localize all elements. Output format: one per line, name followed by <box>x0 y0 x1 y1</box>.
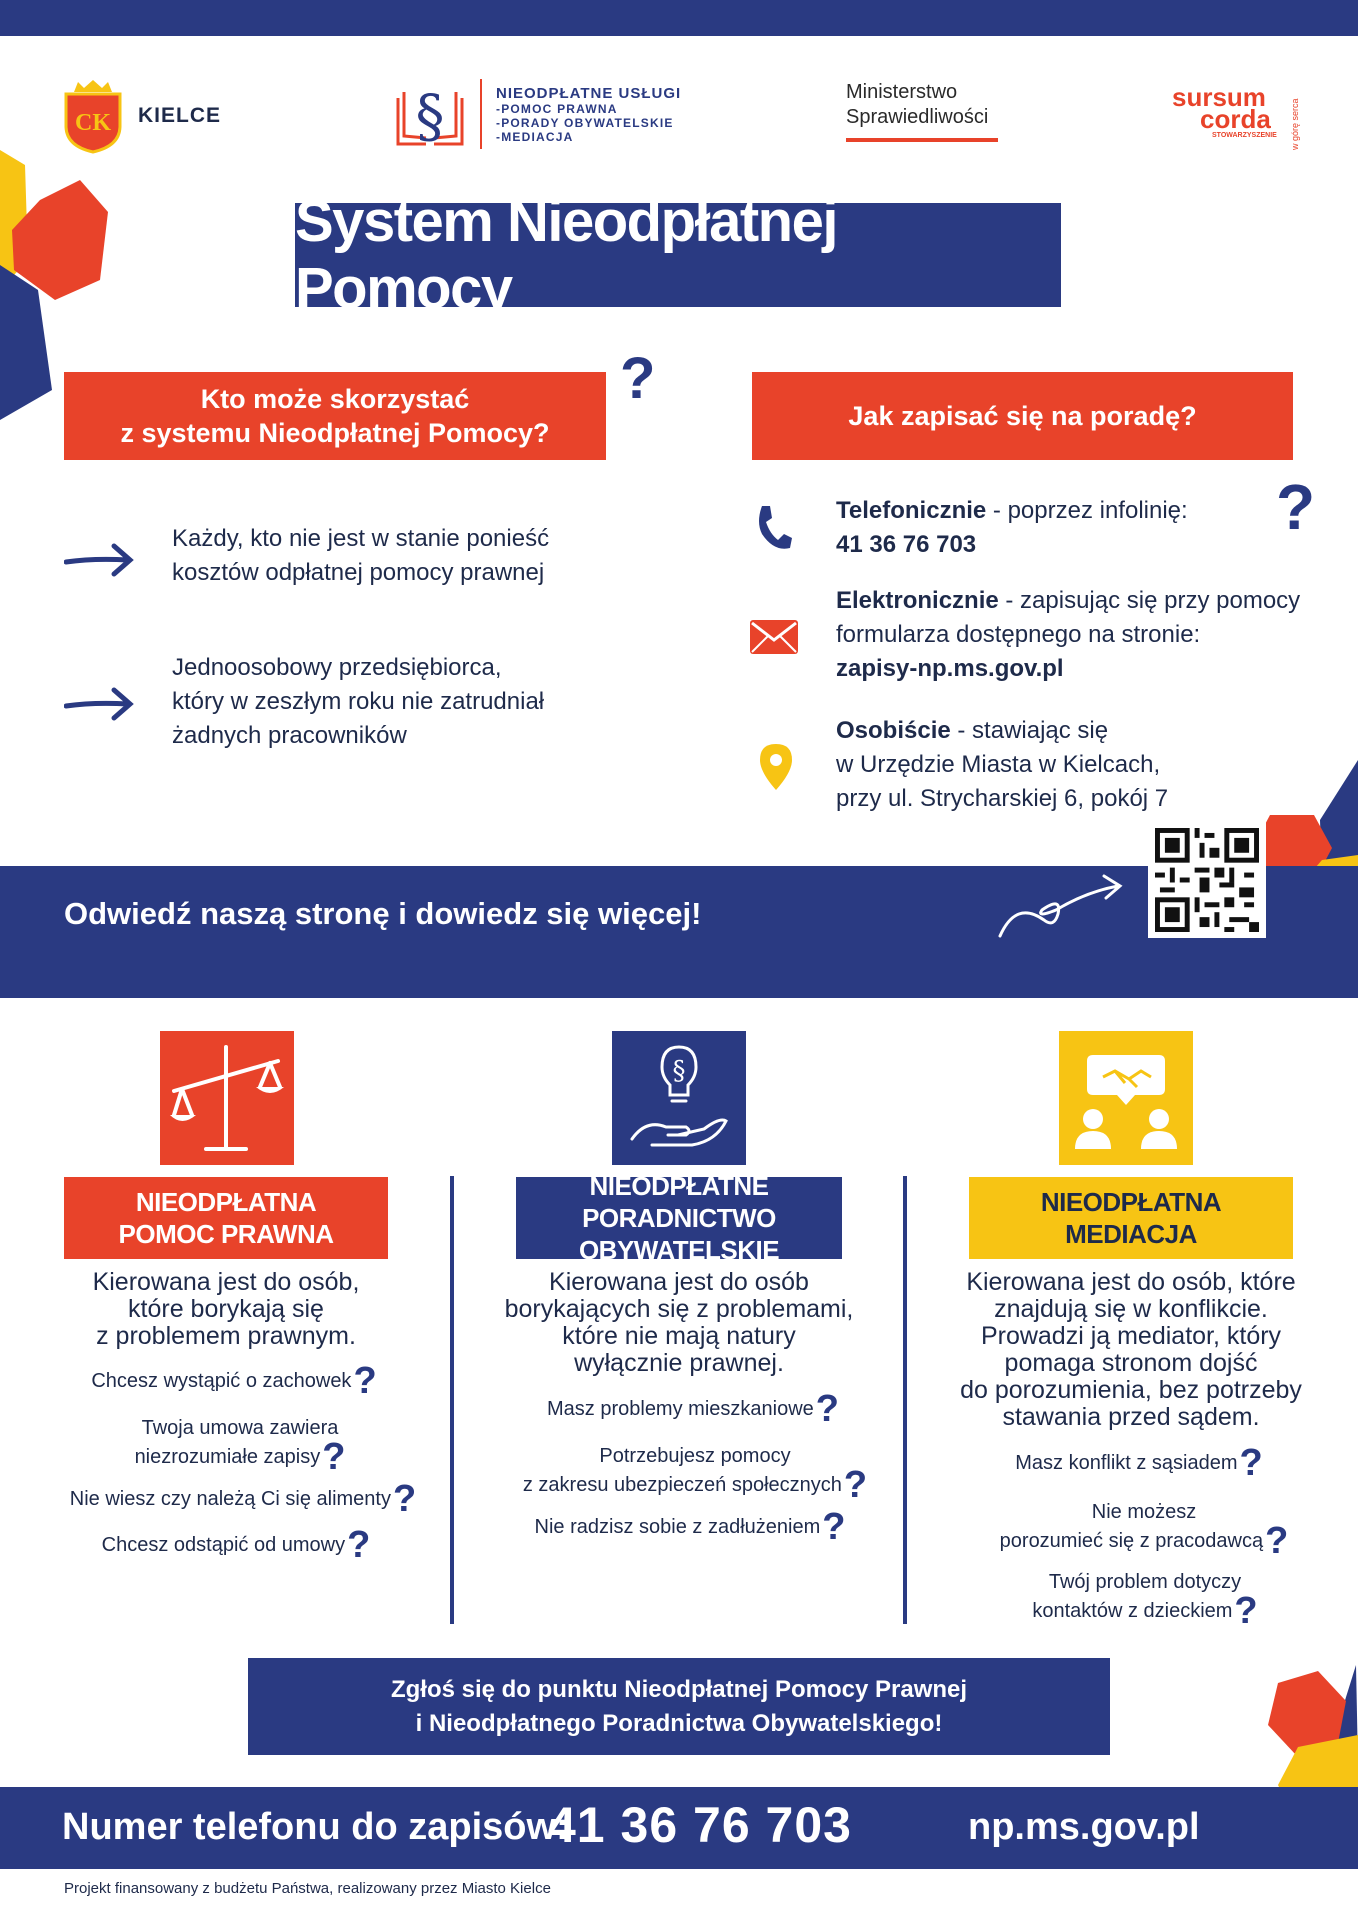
question-text: Twój problem dotyczy <box>1048 1571 1242 1593</box>
civic-description <box>500 1269 858 1377</box>
legal-description <box>64 1269 388 1350</box>
civic-question <box>520 1506 860 1548</box>
funding-note: Projekt finansowany z budżetu Państwa, realizowany przez Miasto Kielce <box>64 1880 551 1897</box>
question-text: Masz problemy mieszkaniowe <box>547 1398 814 1420</box>
desc-line: Kierowana jest do osób, <box>92 1268 360 1296</box>
ms-line1: Ministerstwo <box>846 81 958 103</box>
how-phone-number: 41 36 76 703 <box>836 531 977 558</box>
question-text: Potrzebujesz pomocy <box>599 1445 791 1467</box>
question-text: Masz konflikt z sąsiadem <box>1015 1452 1238 1474</box>
desc-line: stawania przed sądem. <box>1002 1403 1260 1431</box>
question-mark-icon: ? <box>347 1524 371 1566</box>
ministerstwo-logo <box>846 80 998 142</box>
who-heading-line: Kto może skorzystać <box>200 384 470 414</box>
question-mark-icon: ? <box>1239 1442 1263 1484</box>
who-item-line: Jednoosobowy przedsiębiorca, <box>172 654 502 681</box>
who-heading <box>64 372 606 460</box>
legal-question <box>86 1524 386 1566</box>
how-phone-label: Telefonicznie <box>836 497 987 524</box>
decorative-hexagons-bottom <box>1258 1665 1358 1805</box>
desc-line: wyłącznie prawnej. <box>574 1349 784 1377</box>
kielce-name: KIELCE <box>138 104 222 127</box>
question-mark-icon: ? <box>353 1360 377 1402</box>
cta-line: i Nieodpłatnego Poradnictwa Obywatelskiego! <box>415 1709 943 1737</box>
desc-line: pomaga stronom dojść <box>1004 1349 1258 1377</box>
desc-line: borykających się z problemami, <box>504 1295 854 1323</box>
how-phone-text: - poprzez infolinię: <box>986 497 1188 524</box>
mediation-heading-line: NIEODPŁATNA <box>1040 1187 1222 1217</box>
cta-box <box>248 1658 1110 1755</box>
top-bar <box>0 0 1358 36</box>
logo-divider <box>480 79 482 149</box>
question-mark-icon: ? <box>1265 1520 1289 1562</box>
question-text: niezrozumiałe zapisy <box>134 1446 321 1468</box>
sursum-corda-logo <box>1172 82 1302 139</box>
footer-phone-label: Numer telefonu do zapisów: <box>62 1806 569 1848</box>
paragraph-book-icon <box>394 78 466 150</box>
scales-icon <box>160 1031 294 1165</box>
legal-question <box>64 1360 404 1402</box>
civic-question <box>528 1388 858 1430</box>
sc-line1: sursum <box>1172 82 1266 112</box>
question-mark-icon: ? <box>322 1436 346 1478</box>
svg-text:§: § <box>672 1056 686 1086</box>
mediation-question <box>984 1498 1304 1562</box>
desc-line: Prowadzi ją mediator, który <box>980 1322 1282 1350</box>
footer-website-link[interactable]: np.ms.gov.pl <box>968 1806 1200 1848</box>
lightbulb-hand-icon <box>612 1031 746 1165</box>
legal-heading-line: POMOC PRAWNA <box>118 1219 334 1249</box>
column-divider <box>450 1176 454 1624</box>
sc-small: STOWARZYSZENIE <box>1212 132 1277 139</box>
desc-line: które borykają się <box>128 1295 324 1323</box>
how-heading-text: Jak zapisać się na poradę? <box>848 401 1197 431</box>
how-person-label: Osobiście <box>836 717 951 744</box>
desc-line: znajdują się w konflikcie. <box>994 1295 1268 1323</box>
who-item-line: Każdy, kto nie jest w stanie ponieść <box>172 525 550 552</box>
kielce-logo <box>62 78 221 154</box>
how-phone <box>836 494 1296 562</box>
civic-heading-line: NIEODPŁATNE <box>589 1171 769 1201</box>
how-online-line: formularza dostępnego na stronie: <box>836 621 1201 648</box>
column-divider <box>903 1176 907 1624</box>
svg-text:§: § <box>415 82 445 150</box>
how-person <box>836 714 1296 816</box>
cta-line: Zgłoś się do punktu Nieodpłatnej Pomocy Prawnej <box>390 1675 968 1703</box>
how-online-text: - zapisując się przy pomocy <box>998 587 1301 614</box>
question-text: porozumieć się z pracodawcą <box>999 1530 1264 1552</box>
nu-line: -MEDIACJA <box>496 129 574 144</box>
phone-icon <box>756 504 792 552</box>
ms-bar <box>846 138 998 142</box>
who-item <box>172 522 592 590</box>
who-item-line: kosztów odpłatnej pomocy prawnej <box>172 559 545 586</box>
nu-title: NIEODPŁATNE USŁUGI <box>496 84 682 102</box>
footer-phone-number[interactable]: 41 36 76 703 <box>548 1797 852 1853</box>
desc-line: które nie mają natury <box>562 1322 796 1350</box>
who-item-line: żadnych pracowników <box>172 722 407 749</box>
question-text: Twoja umowa zawiera <box>141 1417 339 1439</box>
nu-line: -PORADY OBYWATELSKIE <box>496 115 674 130</box>
desc-line: do porozumienia, bez potrzeby <box>960 1376 1302 1404</box>
who-item <box>172 651 592 753</box>
location-pin-icon <box>760 744 792 790</box>
how-person-line: w Urzędzie Miasta w Kielcach, <box>836 751 1161 778</box>
question-mark-icon: ? <box>620 346 656 411</box>
question-mark-icon: ? <box>843 1464 868 1506</box>
svg-text:CK: CK <box>75 110 111 136</box>
swirl-arrow-icon <box>996 870 1126 940</box>
title-box <box>295 189 1061 321</box>
question-text: Chcesz wystąpić o zachowek <box>91 1370 352 1392</box>
desc-line: z problemem prawnym. <box>96 1322 356 1350</box>
question-mark-icon: ? <box>393 1478 417 1520</box>
who-heading-line: z systemu Nieodpłatnej Pomocy? <box>120 418 550 448</box>
question-text: Chcesz odstąpić od umowy <box>101 1534 346 1556</box>
ms-line2: Sprawiedliwości <box>846 106 989 128</box>
question-text: z zakresu ubezpieczeń społecznych <box>522 1474 842 1496</box>
arrow-right-icon <box>64 684 136 724</box>
mediation-description <box>948 1269 1314 1431</box>
kielce-shield-icon <box>62 78 124 154</box>
desc-line: Kierowana jest do osób <box>549 1268 809 1296</box>
desc-line: Kierowana jest do osób, które <box>966 1268 1296 1296</box>
arrow-right-icon <box>64 540 136 580</box>
sc-vertical: w górę serca <box>1290 98 1300 150</box>
page-title: System Nieodpłatnej Pomocy <box>295 189 837 321</box>
nieodplatne-uslugi-logo <box>394 78 681 150</box>
how-heading <box>752 372 1293 460</box>
legal-heading <box>64 1177 388 1259</box>
mediation-people-icon <box>1059 1031 1193 1165</box>
question-text: Nie radzisz sobie z zadłużeniem <box>534 1516 821 1538</box>
mail-icon <box>750 620 798 654</box>
qr-code-icon <box>1154 828 1260 932</box>
civic-heading <box>516 1171 842 1265</box>
question-mark-icon: ? <box>1234 1590 1258 1632</box>
how-online <box>836 584 1306 686</box>
how-online-url[interactable]: zapisy-np.ms.gov.pl <box>836 655 1064 682</box>
mediation-question <box>994 1442 1284 1484</box>
legal-question <box>58 1478 428 1520</box>
how-person-line: przy ul. Strycharskiej 6, pokój 7 <box>836 785 1169 812</box>
mediation-heading-line: MEDIACJA <box>1065 1219 1197 1249</box>
question-mark-icon: ? <box>1276 471 1316 543</box>
legal-heading-line: NIEODPŁATNA <box>135 1187 317 1217</box>
question-text: kontaktów z dzieckiem <box>1032 1600 1233 1622</box>
question-mark-icon: ? <box>822 1506 846 1548</box>
who-item-line: który w zeszłym roku nie zatrudniał <box>172 688 545 715</box>
visit-text: Odwiedź naszą stronę i dowiedz się więcej! <box>64 896 702 931</box>
how-online-label: Elektronicznie <box>836 587 999 614</box>
question-text: Nie wiesz czy należą Ci się alimenty <box>69 1488 391 1510</box>
civic-heading-line: PORADNICTWO OBYWATELSKIE <box>578 1203 780 1265</box>
how-person-text: - stawiając się <box>950 717 1109 744</box>
question-text: Nie możesz <box>1091 1501 1197 1523</box>
legal-question <box>110 1414 370 1478</box>
sc-line2: corda <box>1200 104 1271 134</box>
mediation-question <box>1010 1568 1280 1632</box>
civic-question <box>510 1442 880 1506</box>
nu-line: -POMOC PRAWNA <box>496 101 618 116</box>
question-mark-icon: ? <box>815 1388 839 1430</box>
mediation-heading <box>969 1177 1293 1259</box>
qr-code[interactable] <box>1148 822 1266 938</box>
